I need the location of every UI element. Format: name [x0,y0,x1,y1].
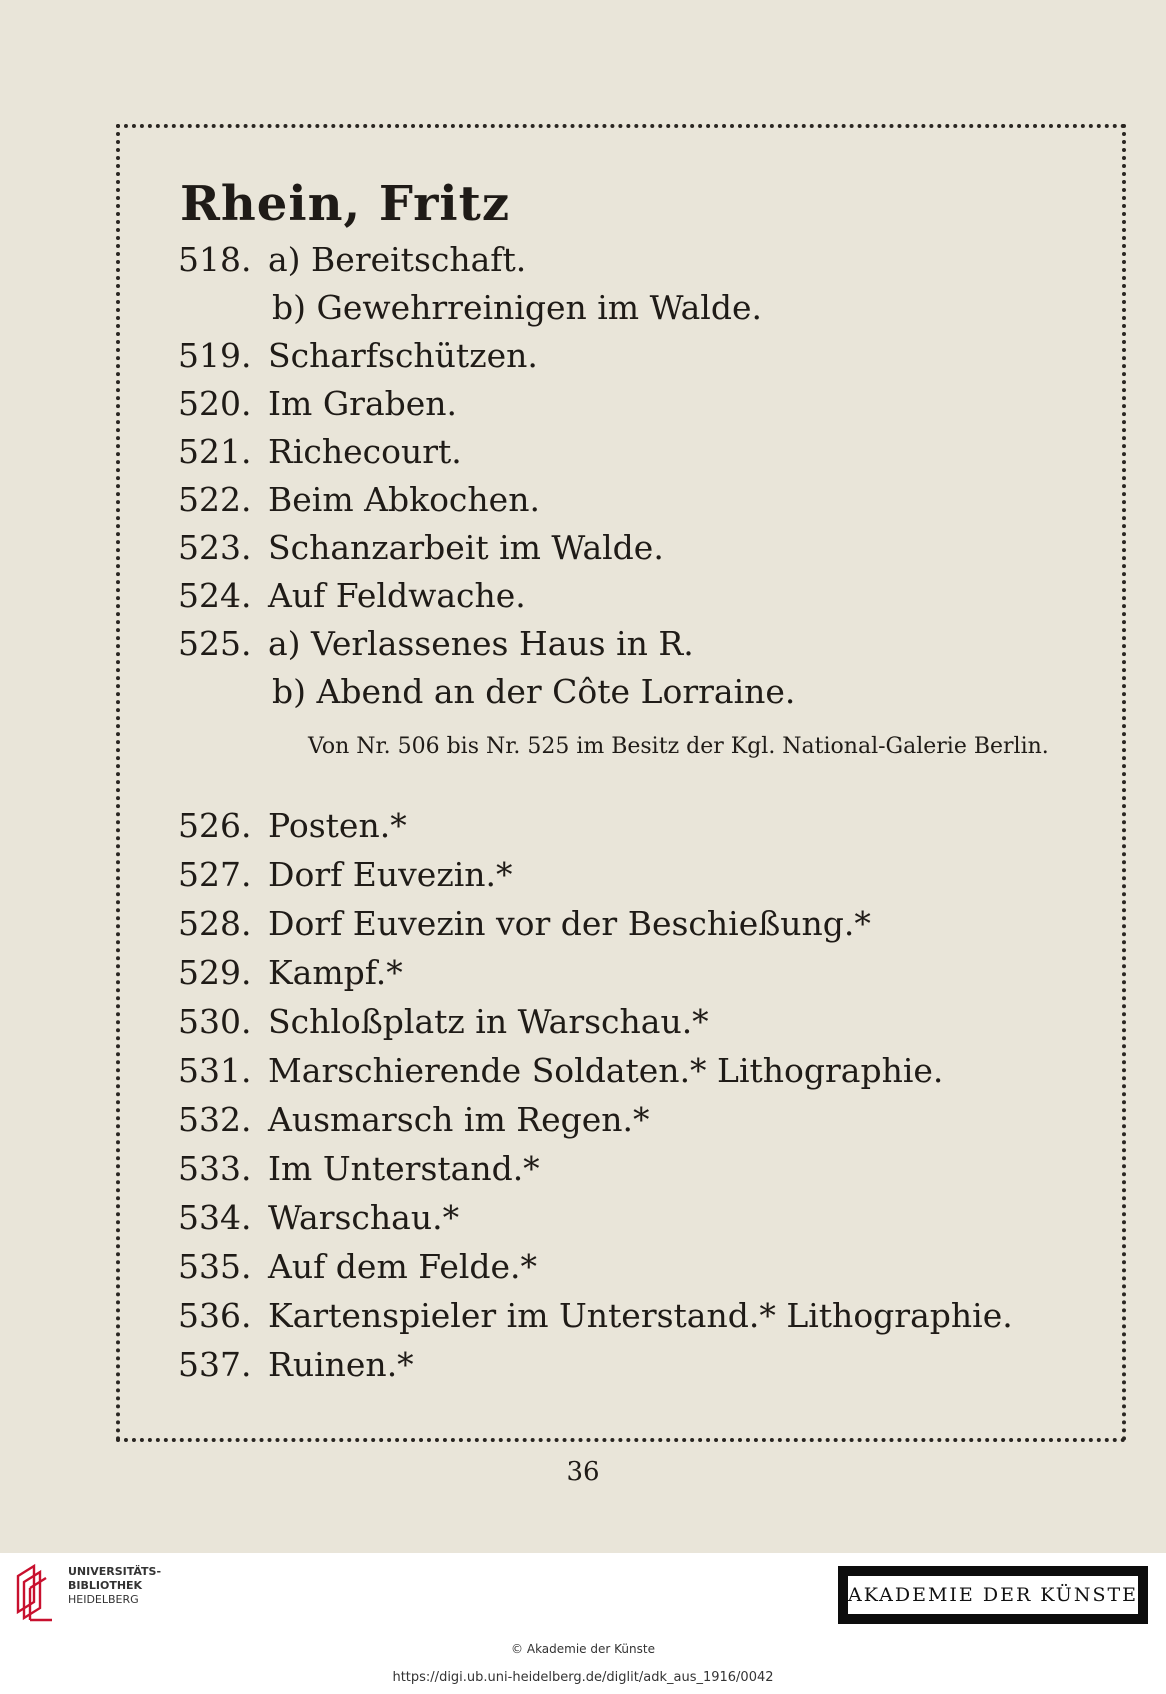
entry-number: 534. [178,1198,252,1237]
page-number: 36 [566,1457,600,1487]
catalog-entry [0,624,1166,674]
catalog-entry [0,1198,1166,1248]
entry-number: 523. [178,528,252,567]
catalog-entry [0,480,1166,530]
catalog-entry [0,672,1166,722]
entry-number: 529. [178,953,252,992]
entry-title: b) Abend an der Côte Lorraine. [272,672,796,711]
entry-title: Richecourt. [268,432,462,471]
copyright-notice: © Akademie der Künste [511,1642,655,1656]
catalog-entry [0,953,1166,1003]
catalog-entry [0,384,1166,434]
entry-number: 531. [178,1051,252,1090]
catalog-entry [0,288,1166,338]
catalog-entry [0,528,1166,578]
entry-title: Warschau.* [268,1198,460,1237]
entry-number: 530. [178,1002,252,1041]
library-name-line: UNIVERSITÄTS- [68,1565,162,1578]
entry-number: 525. [178,624,252,663]
partner-logo[interactable] [838,1566,1148,1624]
library-name-line: BIBLIOTHEK [68,1579,143,1592]
entry-title: Im Unterstand.* [268,1149,540,1188]
permalink-url[interactable]: https://digi.ub.uni-heidelberg.de/diglit/adk_aus_1916/0042 [392,1670,774,1685]
artist-heading: Rhein, Fritz [180,176,511,232]
entry-number: 532. [178,1100,252,1139]
entry-number: 533. [178,1149,252,1188]
catalog-entry [0,1051,1166,1101]
entry-number: 527. [178,855,252,894]
entry-title: Auf Feldwache. [268,576,526,615]
catalog-entry [0,806,1166,856]
entry-number: 518. [178,240,252,279]
entry-number: 519. [178,336,252,375]
catalog-entry [0,1149,1166,1199]
entry-title: Auf dem Felde.* [268,1247,538,1286]
catalog-entry [0,1247,1166,1297]
university-library-name[interactable] [68,1565,161,1607]
entry-number: 522. [178,480,252,519]
entry-number: 528. [178,904,252,943]
partner-logo-text: AKADEMIE DER KÜNSTE [848,1576,1138,1614]
entry-title: a) Verlassenes Haus in R. [268,624,694,663]
catalog-entry [0,1100,1166,1150]
entry-title: Beim Abkochen. [268,480,540,519]
entry-title: Schanzarbeit im Walde. [268,528,664,567]
entry-number: 521. [178,432,252,471]
entry-title: Posten.* [268,806,407,845]
entry-title: Marschierende Soldaten.* Lithographie. [268,1051,944,1090]
catalog-entry [0,240,1166,290]
catalog-entry [0,432,1166,482]
entry-title: Dorf Euvezin.* [268,855,513,894]
catalog-entry [0,855,1166,905]
university-library-logo-icon[interactable] [12,1562,60,1624]
catalog-entry [0,904,1166,954]
catalog-entry [0,336,1166,386]
entry-title: Dorf Euvezin vor der Beschießung.* [268,904,871,943]
entry-title: Im Graben. [268,384,458,423]
entry-number: 537. [178,1345,252,1384]
entry-title: Kampf.* [268,953,403,992]
entry-title: a) Bereitschaft. [268,240,527,279]
entry-number: 535. [178,1247,252,1286]
entry-number: 536. [178,1296,252,1335]
entry-title: Scharfschützen. [268,336,538,375]
entry-number: 526. [178,806,252,845]
entry-title: b) Gewehrreinigen im Walde. [272,288,763,327]
catalog-entry [0,1296,1166,1346]
catalog-entry [0,1002,1166,1052]
entry-number: 520. [178,384,252,423]
entry-title: Ausmarsch im Regen.* [268,1100,650,1139]
library-name-line: HEIDELBERG [68,1593,139,1606]
catalog-entry [0,1345,1166,1395]
entry-title: Kartenspieler im Unterstand.* Lithographie. [268,1296,1013,1335]
entry-title: Ruinen.* [268,1345,414,1384]
catalog-entry [0,576,1166,626]
entry-title: Schloßplatz in Warschau.* [268,1002,709,1041]
entry-number: 524. [178,576,252,615]
ownership-note: Von Nr. 506 bis Nr. 525 im Besitz der Kgl. National-Galerie Berlin. [308,734,1049,759]
